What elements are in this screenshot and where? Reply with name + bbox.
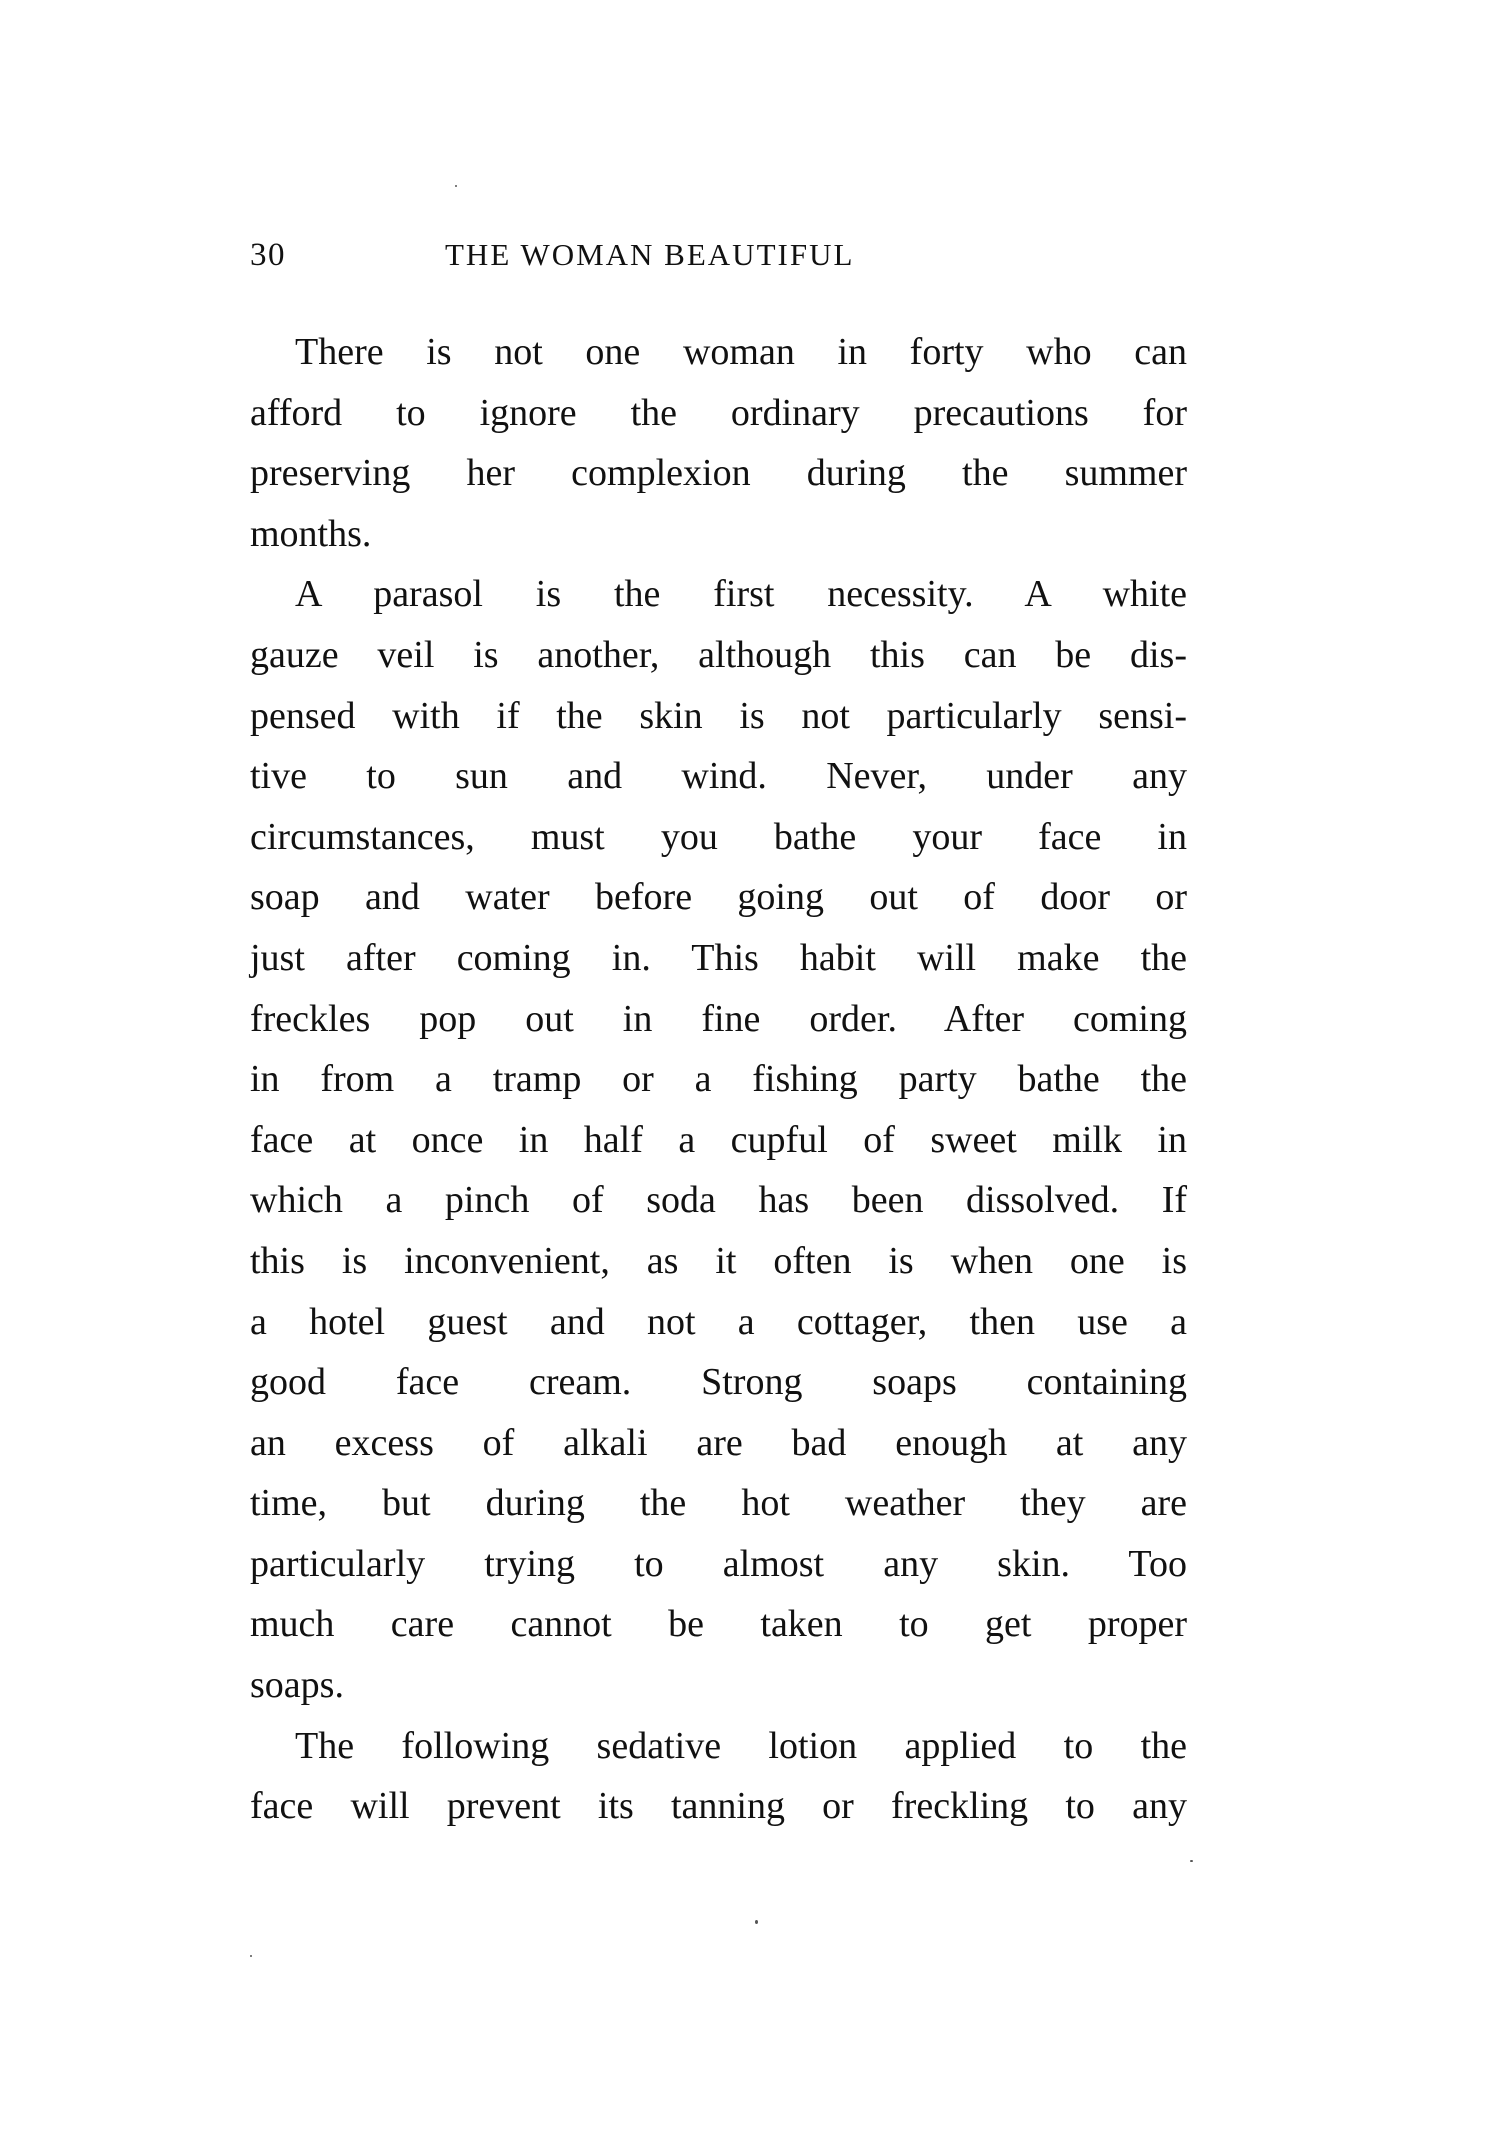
running-head	[250, 232, 1190, 278]
text-line: just after coming in. This habit will make the	[250, 936, 1187, 979]
text-line: face will prevent its tanning or freckling to any	[250, 1785, 1187, 1828]
text-line: freckles pop out in fine order. After coming	[250, 997, 1187, 1040]
text-line: afford to ignore the ordinary precautions for	[250, 391, 1187, 434]
text-line: face at once in half a cupful of sweet milk in	[250, 1118, 1187, 1161]
text-line: tive to sun and wind. Never, under any	[250, 755, 1187, 798]
text-line: particularly trying to almost any skin. Too	[250, 1542, 1187, 1585]
text-line: time, but during the hot weather they are	[250, 1482, 1187, 1525]
paragraph	[250, 564, 1187, 1715]
text-line: pensed with if the skin is not particularly sensi-	[250, 694, 1187, 737]
body-text	[250, 322, 1187, 1837]
text-line: good face cream. Strong soaps containing	[250, 1361, 1187, 1404]
book-title: THE WOMAN BEAUTIFUL	[445, 237, 855, 272]
scan-speck	[755, 1920, 758, 1924]
text-line: circumstances, must you bathe your face in	[250, 815, 1187, 858]
scan-speck	[250, 1955, 252, 1957]
text-line: soap and water before going out of door or	[250, 876, 1187, 919]
text-line: The following sedative lotion applied to the	[295, 1724, 1187, 1767]
text-line: which a pinch of soda has been dissolved. If	[250, 1179, 1187, 1222]
scan-speck	[1190, 1860, 1193, 1862]
text-line: a hotel guest and not a cottager, then use a	[250, 1300, 1187, 1343]
text-line: gauze veil is another, although this can be dis-	[250, 633, 1187, 676]
text-line: in from a tramp or a fishing party bathe the	[250, 1058, 1187, 1101]
scan-speck	[455, 185, 457, 187]
text-line: an excess of alkali are bad enough at any	[250, 1421, 1187, 1464]
paragraph	[250, 322, 1187, 564]
text-line: months.	[250, 512, 372, 555]
page-number: 30	[250, 237, 286, 273]
text-line: There is not one woman in forty who can	[295, 331, 1187, 373]
paragraph	[250, 1716, 1187, 1837]
text-line: soaps.	[250, 1664, 344, 1707]
text-line: A parasol is the first necessity. A white	[295, 573, 1187, 616]
text-line: preserving her complexion during the summer	[250, 452, 1187, 495]
text-line: this is inconvenient, as it often is when one is	[250, 1239, 1187, 1282]
text-line: much care cannot be taken to get proper	[250, 1603, 1187, 1646]
